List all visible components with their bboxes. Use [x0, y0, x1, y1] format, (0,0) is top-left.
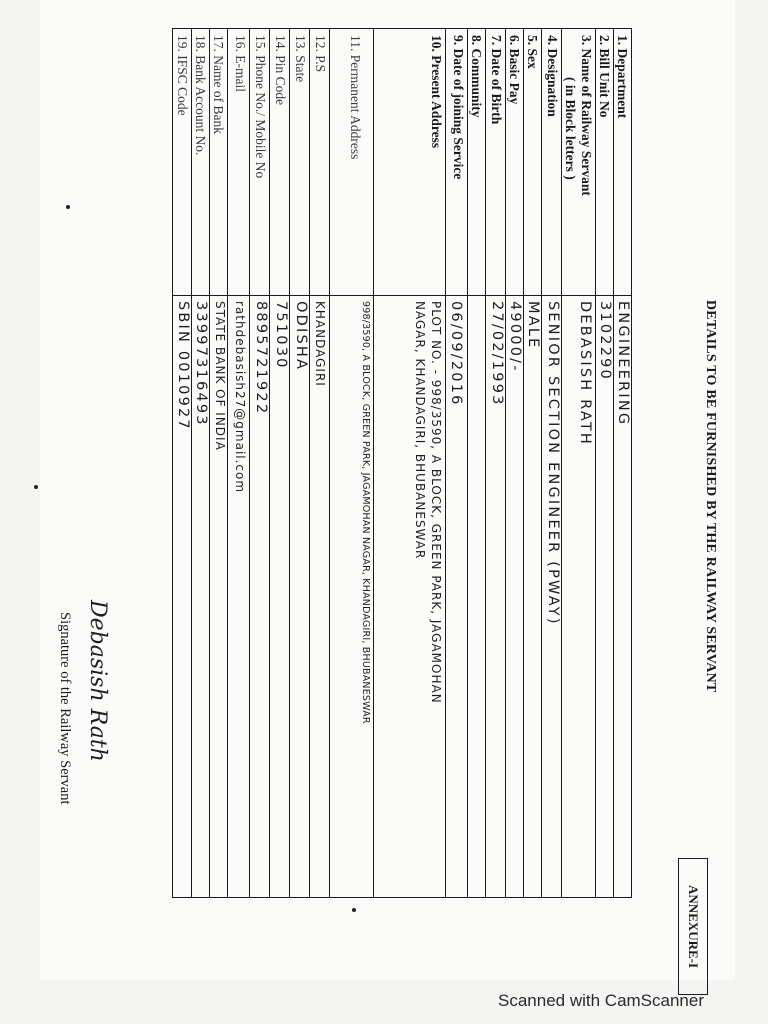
details-table: [172, 28, 632, 898]
row-value: 06/09/2016: [448, 301, 464, 407]
table-row: [373, 29, 445, 897]
row-label: 6. Basic Pay: [507, 35, 522, 105]
row-label: 12. P.S: [313, 35, 328, 73]
table-row: [523, 29, 541, 897]
row-label: 10. Present Address: [429, 35, 444, 149]
row-label: 2. Bill Unit No: [597, 35, 612, 118]
table-row: [249, 29, 269, 897]
table-row: [485, 29, 505, 897]
speck-mark: [352, 908, 356, 912]
row-value: 27/02/1993: [489, 301, 505, 407]
row-label: 16. E-mail: [233, 35, 248, 92]
speck-mark: [34, 485, 38, 489]
row-label-main: 3. Name of Railway Servant: [579, 35, 594, 196]
table-row: [269, 29, 289, 897]
table-row: [173, 29, 191, 897]
document-heading: DETAILS TO BE FURNISHED BY THE RAILWAY SERVANT: [703, 300, 718, 693]
table-row: [329, 29, 373, 897]
row-value: 3102290: [597, 301, 613, 381]
table-row: [289, 29, 309, 897]
table-row: [505, 29, 523, 897]
row-value: 751030: [273, 301, 289, 370]
handwritten-signature: Debasish Rath: [85, 600, 110, 762]
row-label: 18. Bank Account No.: [193, 35, 208, 156]
row-value-continued: NAGAR, KHANDAGIRI, BHUBANESWAR: [413, 301, 427, 560]
row-label: 5. Sex: [525, 35, 540, 69]
row-value: KHANDAGIRI: [313, 301, 327, 387]
row-label: 17. Name of Bank: [211, 35, 226, 134]
row-label: 15. Phone No./ Mobile No: [253, 35, 268, 179]
speck-mark: [66, 205, 70, 209]
row-sublabel: ( in Block letters ): [563, 77, 578, 180]
row-value: 998/3590, A BLOCK, GREEN PARK, JAGAMOHAN NAGAR, KHANDAGIRI, BHUBANESWAR: [360, 301, 371, 724]
row-value: ENGINEERING: [615, 301, 631, 427]
table-row: [541, 29, 561, 897]
row-value: STATE BANK OF INDIA: [213, 301, 227, 451]
table-row: [309, 29, 329, 897]
row-value: 8895721922: [253, 301, 269, 416]
table-row: [191, 29, 209, 897]
row-label: 14. Pin Code: [273, 35, 288, 106]
row-value: ODISHA: [293, 301, 309, 372]
row-label: 13. State: [293, 35, 308, 83]
row-label: 8. Community: [469, 35, 484, 118]
table-row: [467, 29, 485, 897]
signature-caption: Signature of the Railway Servant: [57, 612, 73, 805]
table-row: [613, 29, 631, 897]
table-row: [209, 29, 227, 897]
camscanner-watermark: Scanned with CamScanner: [498, 991, 705, 1010]
row-label: 7. Date of Birth: [489, 35, 504, 125]
row-value: SBIN 0010927: [175, 301, 191, 431]
row-label: 4. Designation: [545, 35, 560, 117]
row-value: SENIOR SECTION ENGINEER (PWAY): [545, 301, 561, 626]
row-value: PLOT NO. - 998/3590, A BLOCK, GREEN PARK, JAGAMOHAN: [429, 301, 443, 704]
table-row: [445, 29, 467, 897]
row-value: 33997316493: [193, 301, 209, 427]
row-value: rathdebasish27@gmail.com: [233, 301, 247, 494]
row-value: MALE: [525, 301, 541, 350]
row-label: 19. IFSC Code: [175, 35, 190, 116]
row-value: DEBASISH RATH: [577, 301, 593, 447]
row-label: 11. Permanent Address: [348, 35, 363, 160]
row-value: 49000/-: [507, 301, 523, 373]
row-label: 9. Date of joining Service: [451, 35, 466, 180]
table-row: [227, 29, 249, 897]
row-label: [562, 35, 594, 293]
row-label: 1. Department: [615, 35, 630, 119]
table-row: [595, 29, 613, 897]
annexure-box: ANNEXURE-I: [678, 858, 708, 995]
table-row: [561, 29, 595, 897]
